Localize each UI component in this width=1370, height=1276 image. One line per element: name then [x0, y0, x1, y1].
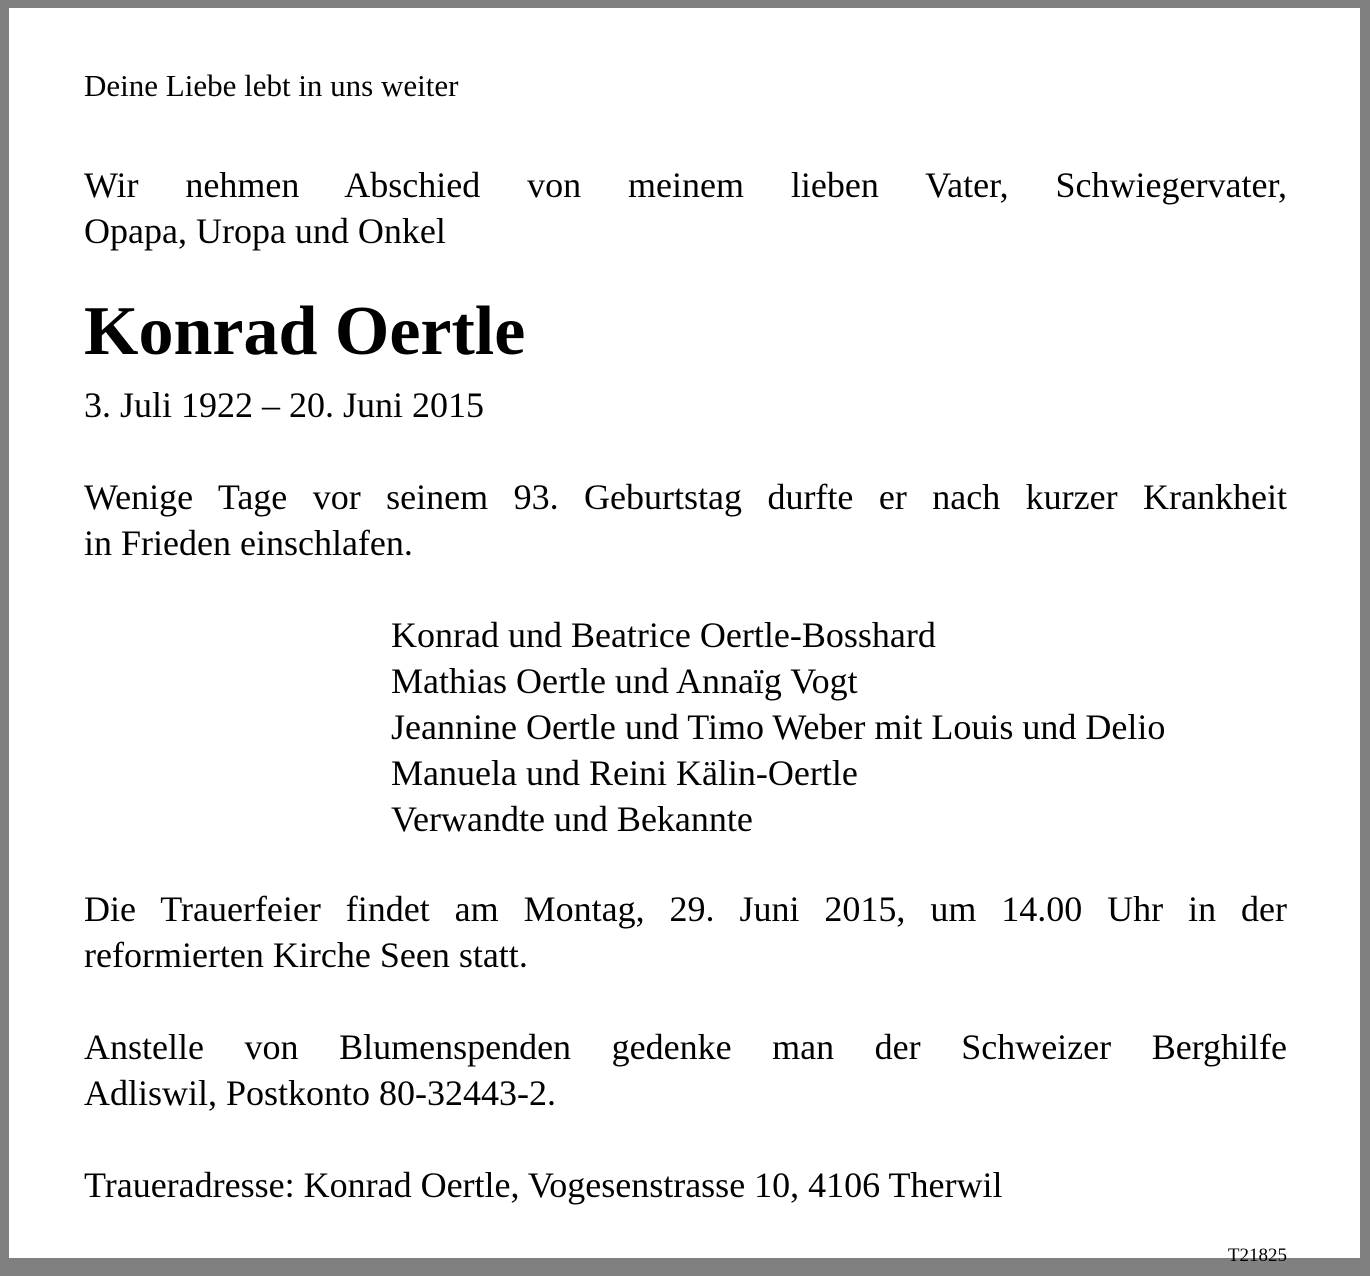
- donation-text-line-1: Anstelle von Blumenspenden gedenke man der Schweizer Berghilfe: [84, 1027, 1287, 1067]
- mourner-entry: Konrad und Beatrice Oertle-Bosshard: [391, 615, 936, 655]
- donation-text-line-2: Adliswil, Postkonto 80-32443-2.: [84, 1073, 557, 1113]
- motto-text: Deine Liebe lebt in uns weiter: [84, 68, 459, 103]
- intro-text-line-1: Wir nehmen Abschied von meinem lieben Vater, Schwiegervater,: [84, 165, 1287, 205]
- obituary-notice: [9, 8, 1360, 1266]
- passing-text-line-1: Wenige Tage vor seinem 93. Geburtstag durfte er nach kurzer Krankheit: [84, 477, 1287, 517]
- life-dates: 3. Juli 1922 – 20. Juni 2015: [84, 385, 485, 425]
- mourning-address: Traueradresse: Konrad Oertle, Vogesenstrasse 10, 4106 Therwil: [84, 1165, 1003, 1205]
- reference-code: T21825: [1227, 1245, 1287, 1266]
- passing-text-line-2: in Frieden einschlafen.: [84, 523, 413, 563]
- service-text-line-2: reformierten Kirche Seen statt.: [84, 935, 528, 975]
- mourner-entry: Manuela und Reini Kälin-Oertle: [391, 753, 858, 793]
- deceased-name: Konrad Oertle: [84, 293, 526, 370]
- mourners-list: [391, 612, 1165, 842]
- mourner-entry: Mathias Oertle und Annaïg Vogt: [391, 661, 858, 701]
- intro-text-line-2: Opapa, Uropa und Onkel: [84, 211, 446, 251]
- service-text-line-1: Die Trauerfeier findet am Montag, 29. Juni 2015, um 14.00 Uhr in der: [84, 889, 1287, 929]
- mourner-entry: Jeannine Oertle und Timo Weber mit Louis und Delio: [391, 707, 1166, 747]
- mourner-entry: Verwandte und Bekannte: [391, 799, 753, 839]
